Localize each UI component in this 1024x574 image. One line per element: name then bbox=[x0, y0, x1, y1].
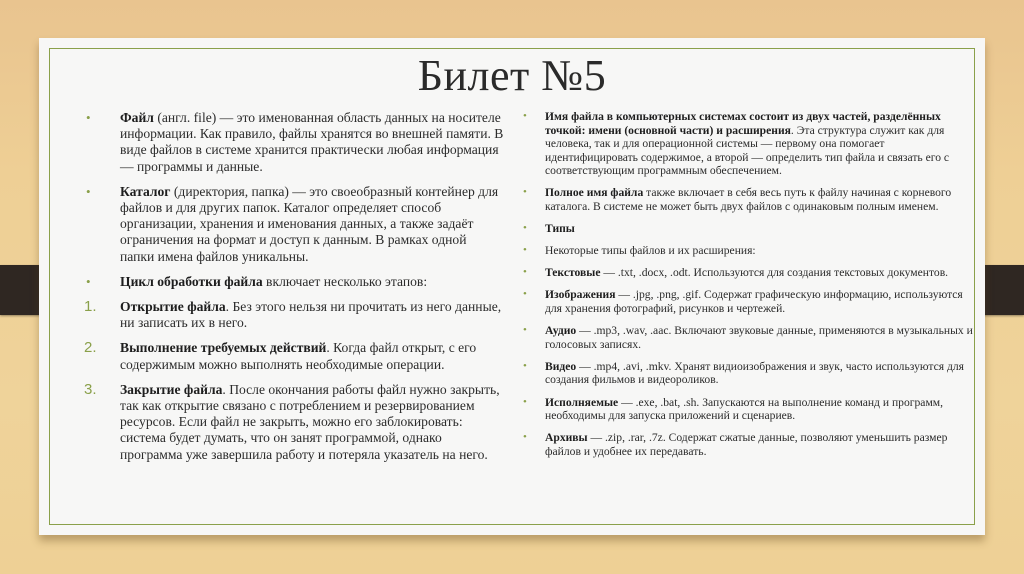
item-term: Файл bbox=[120, 110, 154, 125]
list-item bbox=[520, 222, 975, 236]
list-item bbox=[520, 186, 975, 213]
bullet-icon: • bbox=[523, 244, 527, 257]
bullet-icon: • bbox=[523, 431, 527, 444]
list-item bbox=[84, 274, 504, 290]
list-item bbox=[520, 288, 975, 315]
bullet-icon: • bbox=[86, 183, 91, 199]
item-text: — .jpg, .png, .gif. Содержат графическую информацию, используются для хранения фотографий, рисунков и чертежей. bbox=[545, 288, 963, 316]
numbered-item bbox=[84, 299, 504, 331]
bullet-icon: • bbox=[523, 186, 527, 199]
item-term: Цикл обработки файла bbox=[120, 273, 263, 289]
bullet-icon: • bbox=[523, 288, 527, 301]
numbered-item bbox=[84, 382, 504, 463]
item-number: 3. bbox=[84, 380, 97, 398]
slide-title: Билет №5 bbox=[417, 51, 607, 100]
item-text: включает несколько этапов: bbox=[262, 273, 428, 289]
item-text: — .mp4, .avi, .mkv. Хранят видиоизображения и звук, часто используются для создания фильмов и видеороликов. bbox=[545, 359, 964, 387]
item-text: . Когда файл открыт, с его содержимым можно выполнять необходимые операции. bbox=[120, 340, 477, 372]
item-term: Каталог bbox=[120, 183, 171, 199]
list-item bbox=[84, 110, 504, 175]
numbered-item bbox=[84, 340, 504, 372]
bullet-icon: • bbox=[523, 266, 527, 279]
item-term: Текстовые bbox=[545, 266, 601, 280]
item-term: Архивы bbox=[545, 431, 588, 445]
item-term: Типы bbox=[545, 222, 575, 236]
item-term: Имя файла в компьютерных системах состоит из двух частей, разделённых точкой: имени (основной части) и расширения bbox=[545, 110, 941, 137]
item-text: (директория, папка) — это своеобразный контейнер для файлов и для других папок. Каталог определяет способ организации, хранения и именования данных, а также задаёт ограничения на формат и доступ к данным. В рамках одной папки имена файлов уникальны. bbox=[120, 183, 499, 264]
item-text: — .txt, .docx, .odt. Используются для создания текстовых документов. bbox=[600, 266, 949, 280]
item-text: (англ. file) — это именованная область данных на носителе информации. Как правило, файлы хранятся во внешней памяти. В виде файлов в системе хранится практически любая информация — программы и данные. bbox=[120, 110, 504, 174]
item-text: — .zip, .rar, .7z. Содержат сжатые данные, позволяют уменьшить размер файлов и удобнее их передавать. bbox=[545, 431, 948, 458]
item-term: Выполнение требуемых действий bbox=[120, 340, 327, 356]
bullet-icon: • bbox=[523, 110, 527, 122]
bullet-icon: • bbox=[86, 110, 91, 125]
list-item bbox=[520, 244, 975, 258]
item-term: Полное имя файла bbox=[545, 186, 644, 200]
item-number: 1. bbox=[84, 298, 97, 316]
list-item bbox=[520, 266, 975, 280]
item-text: — .exe, .bat, .sh. Запускаются на выполнение команд и программ, необходимы для запуска приложений и сценариев. bbox=[545, 395, 944, 423]
item-term: Аудио bbox=[545, 324, 577, 338]
list-item bbox=[84, 184, 504, 265]
item-term: Закрытие файла bbox=[120, 381, 223, 397]
item-text: . Эта структура служит как для человека, так и для операционной системы — первому она помогает идентифицировать содержимое, а второй — определить тип файла и связать его с соответствующим программным обеспечением. bbox=[545, 123, 950, 178]
list-item bbox=[520, 396, 975, 423]
bullet-icon: • bbox=[86, 273, 91, 289]
item-number: 2. bbox=[84, 339, 97, 357]
item-term: Исполняемые bbox=[545, 395, 619, 409]
list-item bbox=[520, 360, 975, 387]
bullet-icon: • bbox=[523, 222, 527, 235]
item-text: — .mp3, .wav, .aac. Включают звуковые данные, применяются в музыкальных и голосовых записях. bbox=[545, 324, 973, 351]
bullet-icon: • bbox=[523, 395, 527, 408]
item-term: Видео bbox=[545, 359, 577, 373]
item-text: . Без этого нельзя ни прочитать из него данные, ни записать их в него. bbox=[120, 299, 502, 331]
item-term: Изображения bbox=[545, 288, 616, 302]
list-item bbox=[520, 431, 975, 458]
list-item bbox=[520, 324, 975, 351]
item-text: также включает в себя весь путь к файлу начиная с корневого каталога. В системе не может быть двух файлов с одинаковым полным именем. bbox=[545, 186, 952, 214]
bullet-icon: • bbox=[523, 324, 527, 337]
list-item bbox=[520, 110, 975, 178]
right-column bbox=[520, 110, 975, 467]
item-term: Открытие файла bbox=[120, 299, 226, 315]
item-text: Некоторые типы файлов и их расширения: bbox=[545, 244, 756, 258]
left-column bbox=[84, 110, 504, 472]
item-text: . После окончания работы файл нужно закрыть, так как открытие связано с потреблением и резервированием ресурсов. Если файл не закрыть, можно его заблокировать: система будет думать, что он занят программой, однако программа уже завершила работу и потеряла указатель на него. bbox=[120, 381, 500, 462]
bullet-icon: • bbox=[523, 359, 527, 372]
